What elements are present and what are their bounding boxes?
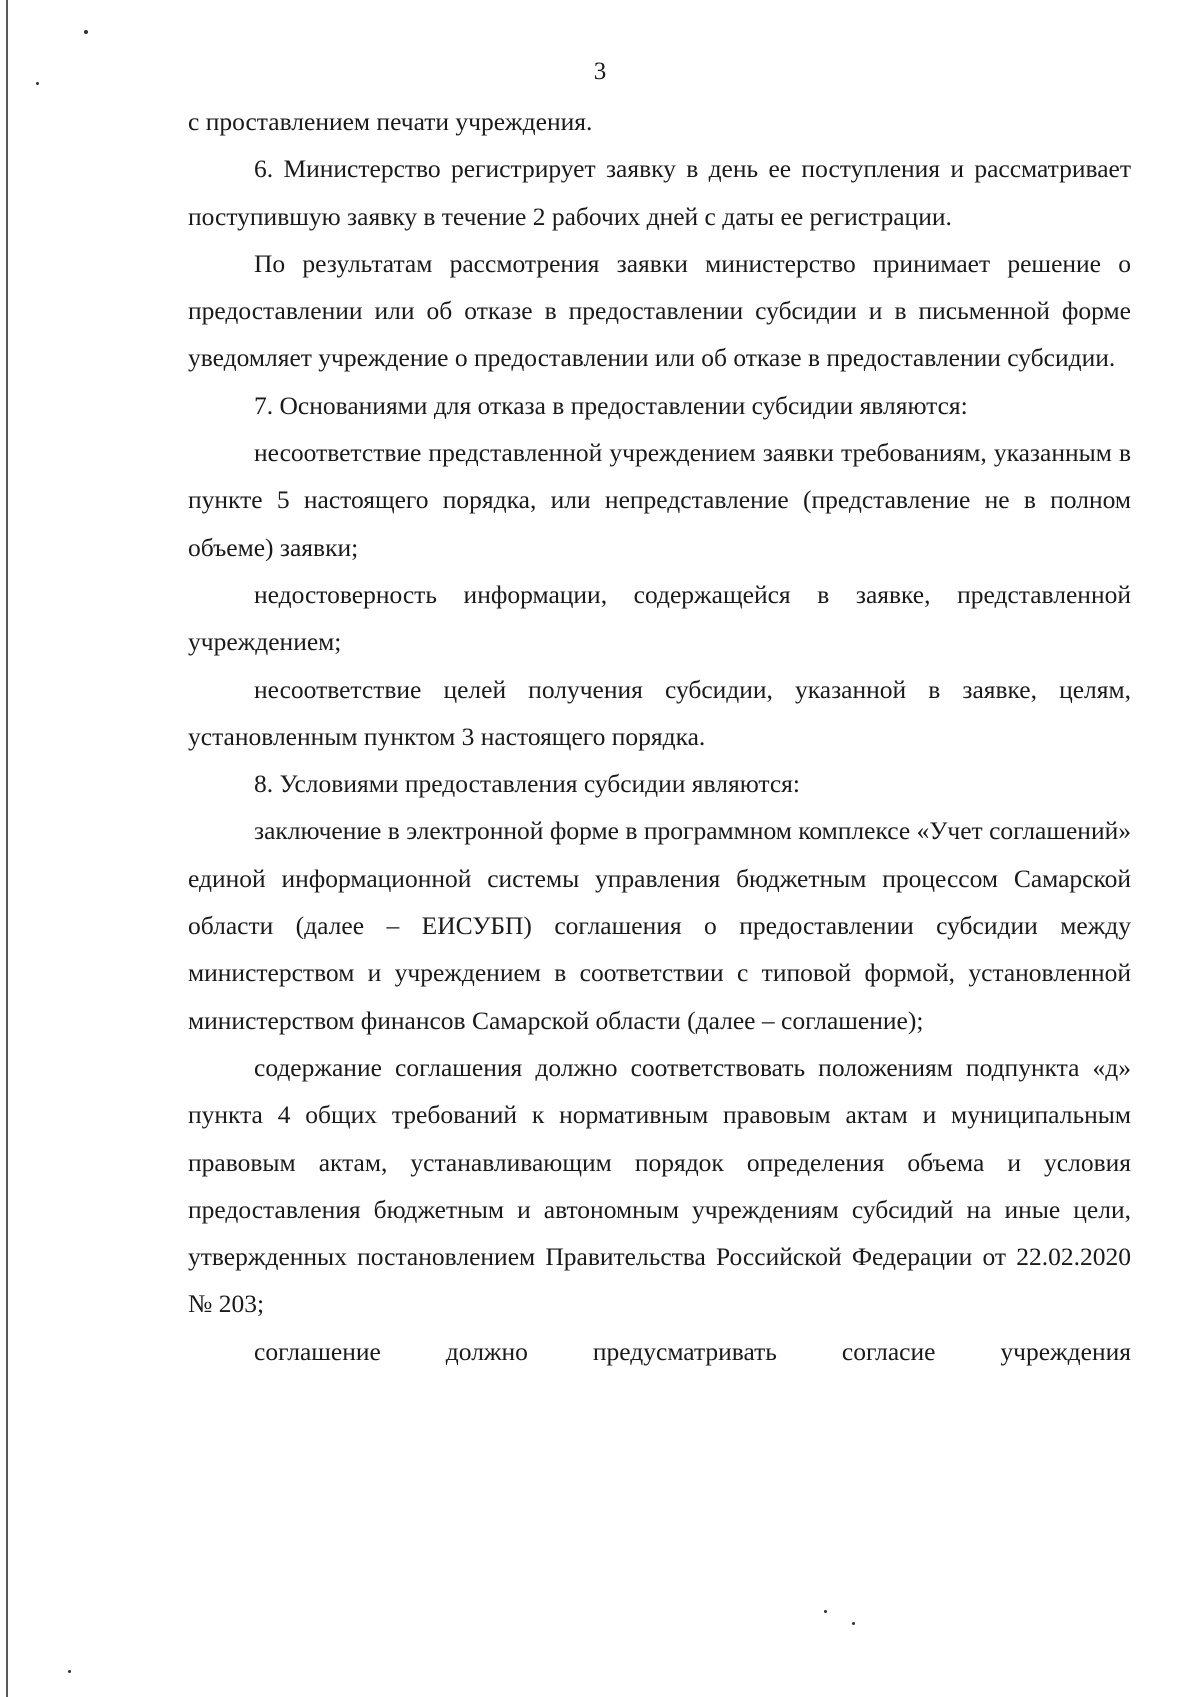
scan-speck (84, 30, 88, 34)
paragraph-refusal-reason-1: несоответствие представленной учреждением заявки требованиям, указанным в пункте 5 настоящего порядка, или непредставление (представление не в полном объеме) заявки; (188, 438, 1131, 562)
paragraph-continuation: с проставлением печати учреждения. (188, 107, 593, 136)
page-number: 3 (593, 58, 607, 85)
paragraph-condition-1: заключение в электронной форме в программном комплексе «Учет соглашений» единой информационной системы управления бюджетным процессом Самарской области (далее – ЕИСУБП) соглашения о предоставлении субсидии между министерством и учреждением в соответствии с типовой формой, установленной министерством финансов Самарской области (далее – соглашение); (188, 816, 1131, 1035)
paragraph-refusal-reason-3: несоответствие целей получения субсидии, указанной в заявке, целям, установленным пунктом 3 настоящего порядка. (188, 674, 1131, 751)
paragraph-condition-2: содержание соглашения должно соответствовать положениям подпункта «д» пункта 4 общих требований к нормативным правовым актам и муниципальным правовым актам, устанавливающим порядок определения объема и условия предоставления бюджетным и автономным учреждениям субсидий на иные цели, утвержденных постановлением Правительства Российской Федерации от 22.02.2020 № 203; (188, 1052, 1131, 1319)
scan-speck (68, 1670, 71, 1673)
scan-speck (824, 1610, 827, 1613)
paragraph-condition-3: соглашение должно предусматривать согласие учреждения (254, 1336, 1131, 1366)
paragraph-refusal-reason-2: недостоверность информации, содержащейся в заявке, представленной учреждением; (188, 579, 1131, 657)
paragraph-item-8: 8. Условиями предоставления субсидии являются: (254, 769, 800, 799)
scan-left-edge (6, 0, 8, 1697)
paragraph-review-results: По результатам рассмотрения заявки министерство принимает решение о предоставлении или об отказе в предоставлении субсидии и в письменной форме уведомляет учреждение о предоставлении или об отказе в предоставлении субсидии. (188, 248, 1131, 373)
scan-speck (852, 1622, 855, 1625)
paragraph-item-6: 6. Министерство регистрирует заявку в день ее поступления и рассматривает поступившую заявку в течение 2 рабочих дней с даты ее регистрации. (188, 154, 1131, 231)
paragraph-item-7: 7. Основаниями для отказа в предоставлении субсидии являются: (254, 390, 968, 420)
document-body (188, 98, 1131, 1375)
